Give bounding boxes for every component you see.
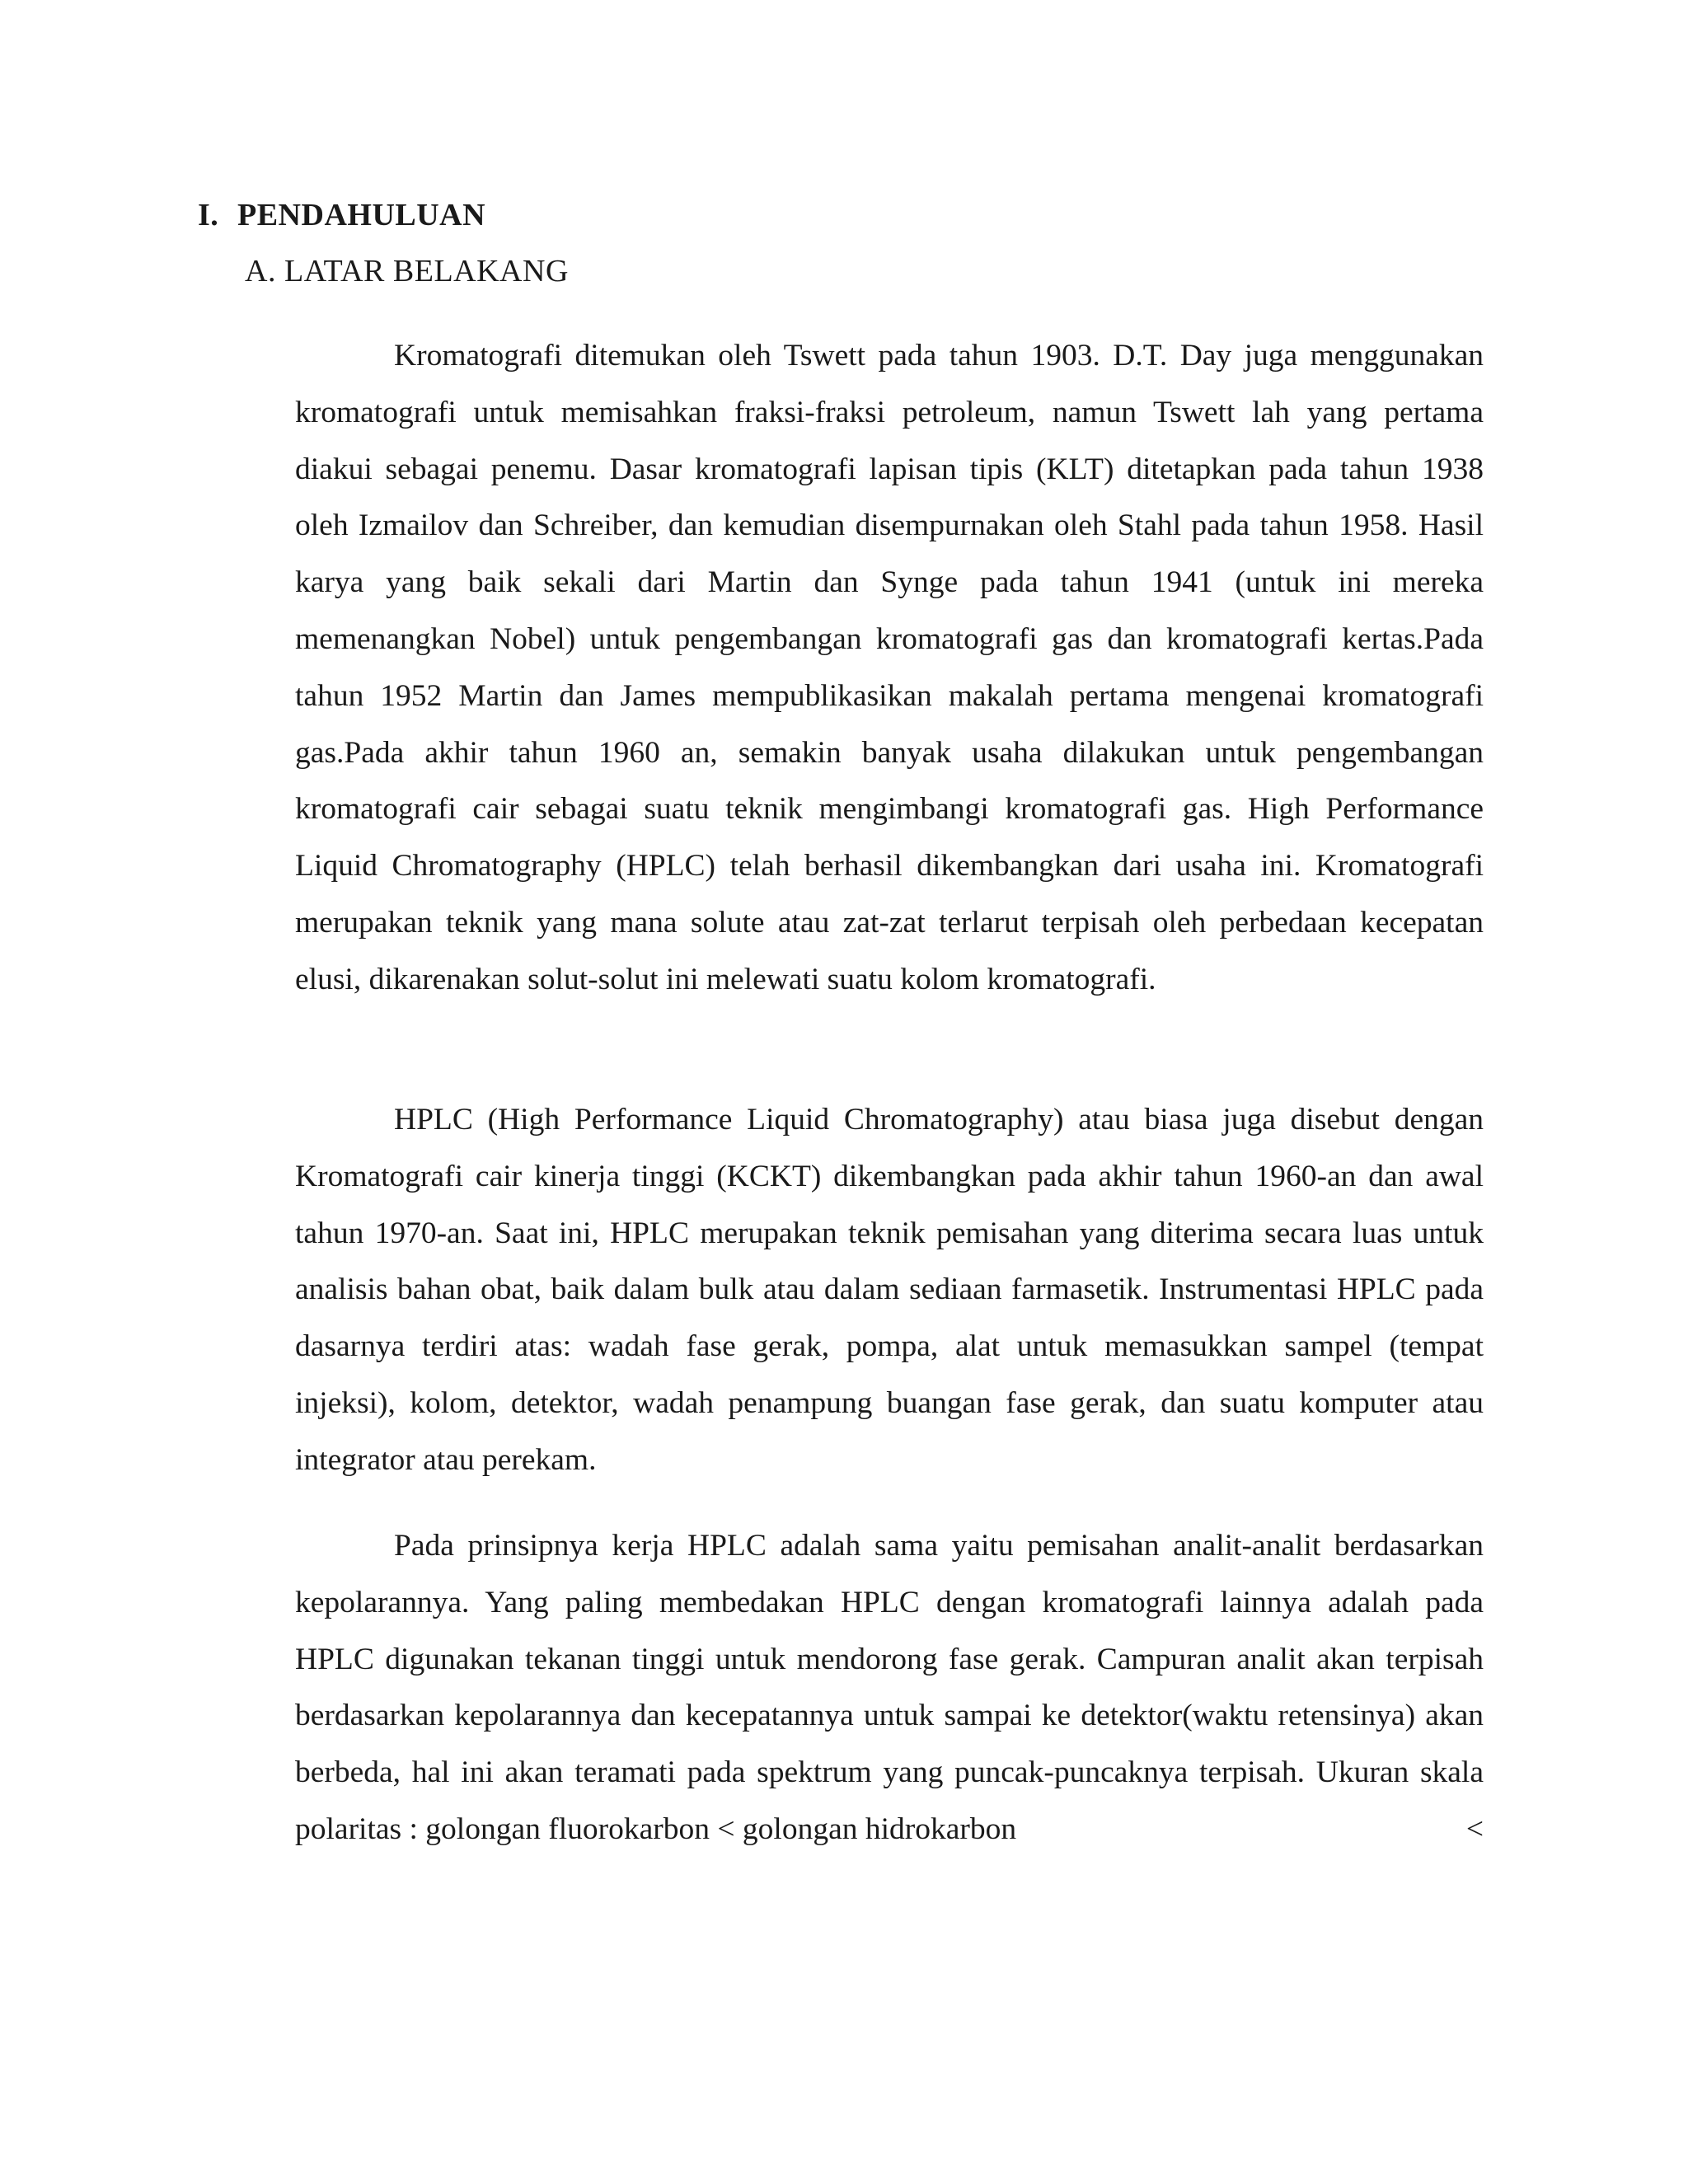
chapter-number: I.	[198, 198, 219, 232]
section-title: LATAR BELAKANG	[284, 254, 569, 288]
chapter-heading	[198, 196, 485, 234]
section-number: A.	[245, 254, 276, 288]
section-heading	[245, 252, 569, 290]
chapter-title: PENDAHULUAN	[237, 198, 486, 232]
paragraph-hplc-definition-text: HPLC (High Performance Liquid Chromatography) atau biasa juga disebut dengan Kromatografi cair kinerja tinggi (KCKT) dikembangkan pada akhir tahun 1960-an dan awal tahun 1970-an. Saat ini, HPLC merupakan teknik pemisahan yang diterima secara luas untuk analisis bahan obat, baik dalam bulk atau dalam sediaan farmasetik. Instrumentasi HPLC pada dasarnya terdiri atas: wadah fase gerak, pompa, alat untuk memasukkan sampel (tempat injeksi), kolom, detektor, wadah penampung buangan fase gerak, dan suatu komputer atau integrator atau perekam.	[295, 1103, 1484, 1477]
paragraph-history	[295, 328, 1484, 1009]
paragraph-hplc-principle-text: Pada prinsipnya kerja HPLC adalah sama yaitu pemisahan analit-analit berdasarkan kepolarannya. Yang paling membedakan HPLC dengan kromatografi lainnya adalah pada HPLC digunakan tekanan tinggi untuk mendorong fase gerak. Campuran analit akan terpisah berdasarkan kepolarannya dan kecepatannya untuk sampai ke detektor(waktu retensinya) akan berbeda, hal ini akan teramati pada spektrum yang puncak-puncaknya terpisah. Ukuran skala polaritas : golongan fluorokarbon < golongan hidrokarbon	[295, 1529, 1484, 1846]
trailing-less-than-symbol: <	[1465, 1811, 1484, 1846]
paragraph-history-text: Kromatografi ditemukan oleh Tswett pada tahun 1903. D.T. Day juga menggunakan kromatografi untuk memisahkan fraksi-fraksi petroleum, namun Tswett lah yang pertama diakui sebagai penemu. Dasar kromatografi lapisan tipis (KLT) ditetapkan pada tahun 1938 oleh Izmailov dan Schreiber, dan kemudian disempurnakan oleh Stahl pada tahun 1958. Hasil karya yang baik sekali dari Martin dan Synge pada tahun 1941 (untuk ini mereka memenangkan Nobel) untuk pengembangan kromatografi gas dan kromatografi kertas.Pada tahun 1952 Martin dan James mempublikasikan makalah pertama mengenai kromatografi gas.Pada akhir tahun 1960 an, semakin banyak usaha dilakukan untuk pengembangan kromatografi cair sebagai suatu teknik mengimbangi kromatografi gas. High Performance Liquid Chromatography (HPLC) telah berhasil dikembangkan dari usaha ini. Kromatografi merupakan teknik yang mana solute atau zat-zat terlarut terpisah oleh perbedaan kecepatan elusi, dikarenakan solut-solut ini melewati suatu kolom kromatografi.	[295, 339, 1484, 996]
paragraph-hplc-definition	[295, 1092, 1484, 1489]
paragraph-hplc-principle	[295, 1518, 1484, 1858]
